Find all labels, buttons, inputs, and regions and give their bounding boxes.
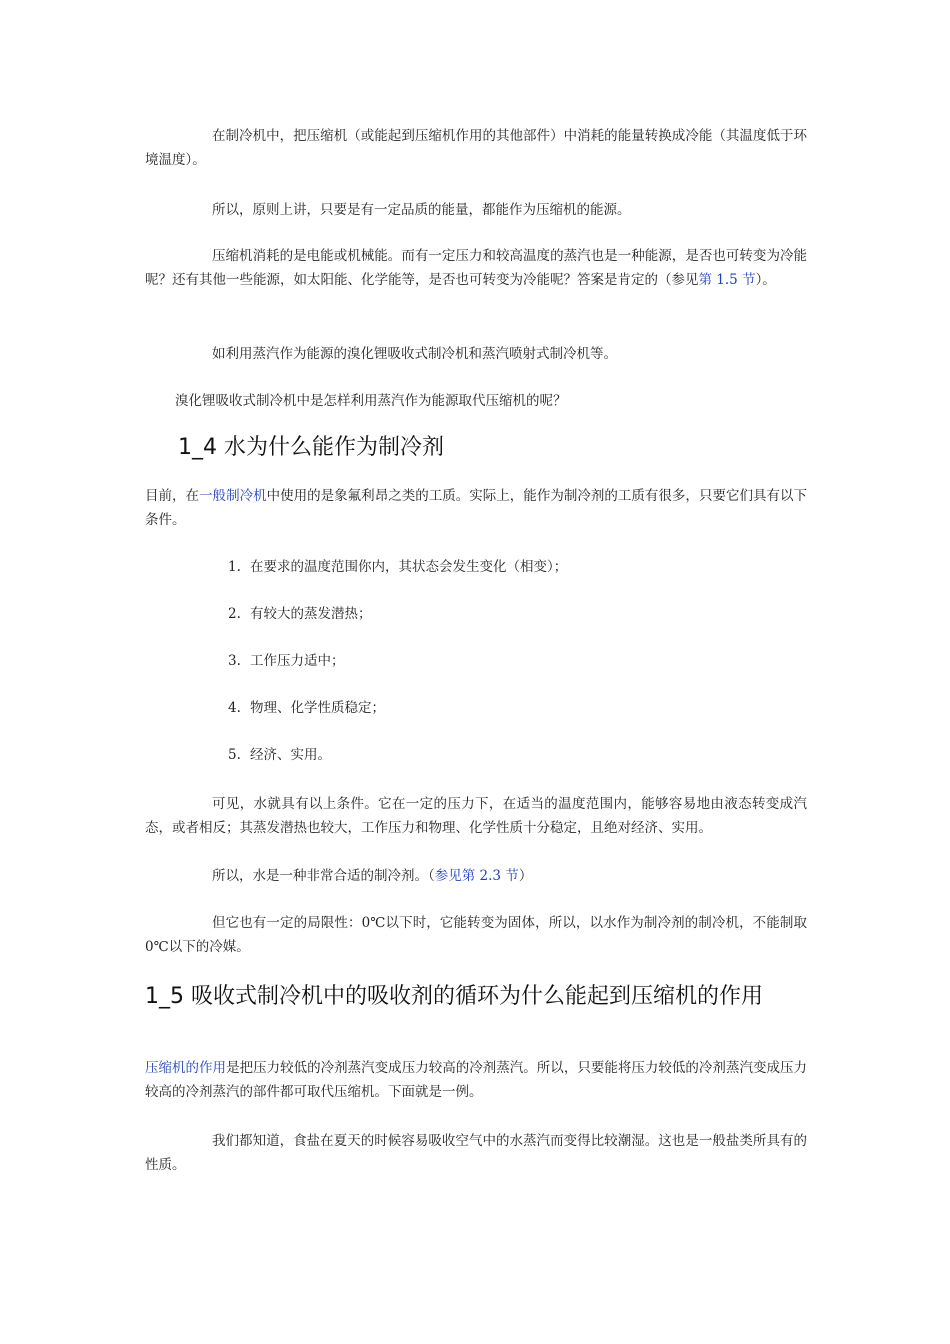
- link-general-chiller[interactable]: 一般制冷机: [199, 488, 267, 504]
- list-item-5: 5. 经济、实用。: [228, 747, 331, 763]
- paragraph-water-limitation: 但它也有一定的局限性：0℃以下时，它能转变为固体，所以，以水作为制冷剂的制冷机，不能制取 0℃以下的冷媒。: [145, 915, 807, 955]
- paragraph-water-suitable: 所以，水是一种非常合适的制冷剂。（参见第 2.3 节）: [212, 868, 533, 884]
- heading-section-1-4: 1_4 水为什么能作为制冷剂: [178, 435, 444, 460]
- paragraph-energy-conversion: 在制冷机中，把压缩机（或能起到压缩机作用的其他部件）中消耗的能量转换成冷能（其温度低于环境温度）。: [145, 128, 807, 168]
- link-section-2-3[interactable]: 参见第 2.3 节: [434, 868, 519, 884]
- list-item-3: 3. 工作压力适中；: [228, 653, 345, 669]
- paragraph-steam-chillers: 如利用蒸汽作为能源的溴化锂吸收式制冷机和蒸汽喷射式制冷机等。: [212, 346, 617, 362]
- link-compressor-role[interactable]: 压缩机的作用: [145, 1060, 227, 1076]
- paragraph-compressor-energy-source: 所以，原则上讲，只要是有一定品质的能量，都能作为压缩机的能源。: [212, 202, 631, 218]
- list-item-2: 2. 有较大的蒸发潜热；: [228, 606, 372, 622]
- link-section-1-5[interactable]: 第 1.5 节: [698, 272, 756, 288]
- paragraph-refrigerant-intro: 目前，在一般制冷机中使用的是象氟利昂之类的工质。实际上，能作为制冷剂的工质有很多，只要它们具有以下条件。: [145, 488, 808, 528]
- paragraph-question: 溴化锂吸收式制冷机中是怎样利用蒸汽作为能源取代压缩机的呢？: [175, 393, 567, 409]
- paragraph-water-conditions: 可见，水就具有以上条件。它在一定的压力下，在适当的温度范围内，能够容易地由液态转变成汽态，或者相反；其蒸发潜热也较大，工作压力和物理、化学性质十分稳定，且绝对经济、实用。: [145, 796, 807, 836]
- list-item-1: 1. 在要求的温度范围你内，其状态会发生变化（相变）；: [228, 559, 568, 575]
- paragraph-salt-moisture: 我们都知道，食盐在夏天的时候容易吸收空气中的水蒸汽而变得比较潮湿。这也是一般盐类所具有的性质。: [145, 1133, 807, 1173]
- list-item-4: 4. 物理、化学性质稳定；: [228, 700, 385, 716]
- paragraph-compressor-role: 压缩机的作用是把压力较低的冷剂蒸汽变成压力较高的冷剂蒸汽。所以，只要能将压力较低的冷剂蒸汽变成压力较高的冷剂蒸汽的部件都可取代压缩机。下面就是一例。: [145, 1060, 807, 1100]
- paragraph-other-energy: 压缩机消耗的是电能或机械能。而有一定压力和较高温度的蒸汽也是一种能源，是否也可转变为冷能呢？还有其他一些能源，如太阳能、化学能等，是否也可转变为冷能呢？答案是肯定的（参见第 1.5 节）。: [145, 248, 807, 288]
- heading-section-1-5: 1_5 吸收式制冷机中的吸收剂的循环为什么能起到压缩机的作用: [145, 984, 763, 1009]
